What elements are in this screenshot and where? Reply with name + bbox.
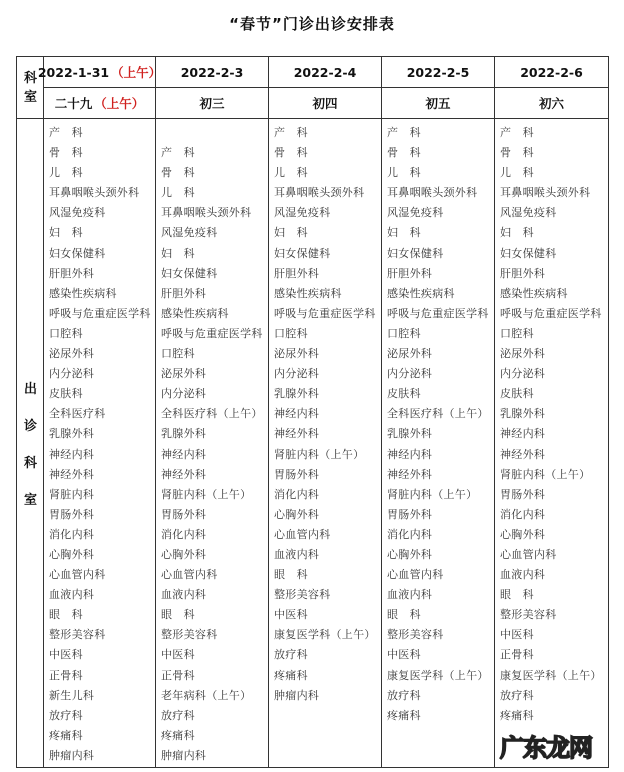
lunar-text: 初四: [312, 96, 338, 111]
department-item: 胃肠外科: [49, 507, 95, 521]
department-item: 神经外科: [274, 427, 320, 441]
department-item: 消化内科: [49, 527, 95, 541]
department-item: 感染性疾病科: [274, 286, 342, 300]
department-item: 疼痛科: [49, 728, 83, 742]
department-item: 神经外科: [161, 467, 207, 481]
page-title: “春节”门诊出诊安排表: [229, 15, 395, 33]
department-item: 血液内科: [500, 568, 546, 582]
row-header-char: 室: [23, 493, 37, 508]
department-item: 全科医疗科: [49, 407, 106, 421]
department-item: 心胸外科: [274, 507, 320, 521]
department-list-2022-2-3: [156, 123, 268, 766]
department-item: 妇女保健科: [500, 246, 557, 260]
department-item: 泌尿外科: [387, 347, 433, 361]
row-header-clinic-departments: [17, 119, 44, 767]
department-item: 全科医疗科（上午）: [161, 407, 263, 421]
department-item: 康复医学科（上午）: [387, 668, 489, 682]
lunar-text: 初三: [199, 96, 225, 111]
department-item: 皮肤科: [49, 387, 83, 401]
department-item: 眼 科: [274, 568, 308, 582]
department-item: 乳腺外科: [274, 387, 320, 401]
department-item: 心胸外科: [387, 547, 433, 561]
department-item: 肾脏内科（上午）: [500, 467, 591, 481]
column-lunar-header: [382, 88, 494, 118]
department-item: 口腔科: [49, 326, 83, 340]
department-item: 肾脏内科: [49, 487, 95, 501]
department-item: 妇 科: [161, 246, 195, 260]
department-item: 口腔科: [387, 326, 421, 340]
department-item: 风湿免疫科: [49, 206, 106, 220]
department-item: 肿瘤内科: [161, 748, 207, 762]
department-item: 中医科: [387, 648, 421, 662]
department-item: 眼 科: [161, 608, 195, 622]
department-list-2022-2-6: [495, 123, 608, 726]
department-item: 风湿免疫科: [274, 206, 331, 220]
department-item: 肿瘤内科: [49, 748, 95, 762]
department-item: 内分泌科: [387, 367, 433, 381]
department-item: 口腔科: [274, 326, 308, 340]
department-item: 中医科: [161, 648, 195, 662]
row-header-char: 出: [23, 382, 37, 397]
department-item: 耳鼻咽喉头颈外科: [387, 186, 478, 200]
department-item: 呼吸与危重症医学科: [387, 306, 489, 320]
department-item: 风湿免疫科: [387, 206, 444, 220]
department-item: 肝胆外科: [387, 266, 433, 280]
department-item: 疼痛科: [500, 708, 534, 722]
department-item: 整形美容科: [49, 628, 106, 642]
department-item: 儿 科: [274, 166, 308, 180]
department-item: 肾脏内科（上午）: [387, 487, 478, 501]
department-item: [161, 123, 268, 143]
department-item: 神经外科: [500, 447, 546, 461]
department-item: 骨 科: [49, 146, 83, 160]
department-item: 肝胆外科: [49, 266, 95, 280]
department-item: 疼痛科: [274, 668, 308, 682]
department-item: 整形美容科: [387, 628, 444, 642]
department-item: 放疗科: [274, 648, 308, 662]
department-item: 妇女保健科: [161, 266, 218, 280]
department-item: 耳鼻咽喉头颈外科: [274, 186, 365, 200]
department-item: 呼吸与危重症医学科: [500, 306, 602, 320]
morning-note: （上午）: [94, 96, 145, 111]
department-item: 心胸外科: [161, 547, 207, 561]
department-item: 胃肠外科: [274, 467, 320, 481]
date-text: 2022-2-4: [293, 64, 357, 80]
department-item: 妇 科: [387, 226, 421, 240]
divider: [17, 118, 608, 119]
department-item: 正骨科: [500, 648, 534, 662]
department-item: 泌尿外科: [49, 347, 95, 361]
department-item: 血液内科: [161, 588, 207, 602]
date-text: 2022-2-5: [406, 64, 470, 80]
lunar-text: 二十九: [54, 96, 93, 111]
department-item: 整形美容科: [274, 588, 331, 602]
department-item: 胃肠外科: [387, 507, 433, 521]
date-text: 2022-2-3: [180, 64, 244, 80]
department-item: 产 科: [49, 126, 83, 139]
department-item: 神经内科: [274, 407, 320, 421]
department-item: 心胸外科: [500, 527, 546, 541]
department-item: 妇女保健科: [387, 246, 444, 260]
department-item: 心胸外科: [49, 547, 95, 561]
department-item: 整形美容科: [161, 628, 218, 642]
department-item: 乳腺外科: [387, 427, 433, 441]
department-item: 心血管内科: [49, 568, 106, 582]
column-lunar-header: [156, 88, 268, 118]
department-item: 风湿免疫科: [500, 206, 557, 220]
department-item: 耳鼻咽喉头颈外科: [161, 206, 252, 220]
department-item: 疼痛科: [161, 728, 195, 742]
watermark-logo: 广东龙网: [500, 734, 592, 762]
department-item: 肝胆外科: [500, 266, 546, 280]
department-item: 儿 科: [161, 186, 195, 200]
department-item: 产 科: [387, 126, 421, 139]
department-item: 耳鼻咽喉头颈外科: [49, 186, 140, 200]
department-item: 口腔科: [161, 347, 195, 361]
department-item: 皮肤科: [387, 387, 421, 401]
department-item: 全科医疗科（上午）: [387, 407, 489, 421]
department-item: 肿瘤内科: [274, 688, 320, 702]
column-date-header: [269, 57, 381, 87]
department-item: 儿 科: [500, 166, 534, 180]
department-item: 呼吸与危重症医学科: [274, 306, 376, 320]
department-item: 消化内科: [500, 507, 546, 521]
department-item: 泌尿外科: [161, 367, 207, 381]
department-item: 放疗科: [161, 708, 195, 722]
date-text: 2022-2-6: [520, 64, 583, 80]
lunar-text: 初五: [425, 96, 451, 111]
column-lunar-header: [495, 88, 608, 118]
department-item: 康复医学科（上午）: [500, 668, 602, 682]
department-item: 疼痛科: [387, 708, 421, 722]
department-item: 儿 科: [387, 166, 421, 180]
department-item: 儿 科: [49, 166, 83, 180]
department-item: 中医科: [500, 628, 534, 642]
department-item: 消化内科: [274, 487, 320, 501]
department-item: 妇 科: [49, 226, 83, 240]
department-item: 康复医学科（上午）: [274, 628, 376, 642]
department-item: 神经外科: [49, 467, 95, 481]
row-header-char: 科: [23, 456, 37, 471]
department-item: 胃肠外科: [500, 487, 546, 501]
department-item: 感染性疾病科: [387, 286, 455, 300]
department-item: 血液内科: [274, 547, 320, 561]
department-item: 神经内科: [500, 427, 546, 441]
department-item: 神经内科: [49, 447, 95, 461]
department-item: 心血管内科: [161, 568, 218, 582]
department-item: 消化内科: [387, 527, 433, 541]
department-item: 呼吸与危重症医学科: [161, 326, 263, 340]
department-item: 骨 科: [274, 146, 308, 160]
department-item: 胃肠外科: [161, 507, 207, 521]
department-item: 感染性疾病科: [161, 306, 229, 320]
column-lunar-header: [44, 88, 155, 118]
date-text: 2022-1-31: [37, 64, 110, 80]
department-item: 泌尿外科: [274, 347, 320, 361]
department-item: 产 科: [500, 126, 534, 139]
department-item: 肝胆外科: [161, 286, 207, 300]
department-item: 产 科: [274, 126, 308, 139]
column-lunar-header: [269, 88, 381, 118]
department-item: 正骨科: [49, 668, 83, 682]
department-item: 内分泌科: [500, 367, 546, 381]
department-item: 心血管内科: [387, 568, 444, 582]
department-list-2022-1-31: [44, 123, 155, 766]
schedule-table: [16, 56, 609, 768]
department-item: 肝胆外科: [274, 266, 320, 280]
department-item: 放疗科: [49, 708, 83, 722]
department-item: 整形美容科: [500, 608, 557, 622]
department-item: 泌尿外科: [500, 347, 546, 361]
department-item: 感染性疾病科: [49, 286, 117, 300]
department-item: 消化内科: [161, 527, 207, 541]
department-item: 中医科: [274, 608, 308, 622]
department-item: 妇女保健科: [274, 246, 331, 260]
department-item: 血液内科: [387, 588, 433, 602]
department-item: 正骨科: [161, 668, 195, 682]
department-item: 风湿免疫科: [161, 226, 218, 240]
department-item: 血液内科: [49, 588, 95, 602]
department-item: 肾脏内科（上午）: [161, 487, 252, 501]
department-list-2022-2-4: [269, 123, 381, 706]
morning-note: （上午）: [111, 65, 162, 80]
department-item: 妇女保健科: [49, 246, 106, 260]
department-item: 呼吸与危重症医学科: [49, 306, 151, 320]
row-header-char: 室: [23, 90, 37, 105]
department-item: 骨 科: [387, 146, 421, 160]
column-date-header: [495, 57, 608, 87]
department-list-2022-2-5: [382, 123, 494, 726]
column-date-header: [37, 57, 162, 87]
department-item: 皮肤科: [500, 387, 534, 401]
department-item: 口腔科: [500, 326, 534, 340]
department-item: 新生儿科: [49, 688, 95, 702]
column-date-header: [156, 57, 268, 87]
department-item: 产 科: [161, 146, 195, 160]
department-item: 神经外科: [387, 467, 433, 481]
department-item: 感染性疾病科: [500, 286, 568, 300]
department-item: 放疗科: [387, 688, 421, 702]
department-item: 内分泌科: [274, 367, 320, 381]
department-item: 妇 科: [500, 226, 534, 240]
department-item: 老年病科（上午）: [161, 688, 252, 702]
department-item: 骨 科: [500, 146, 534, 160]
department-item: 放疗科: [500, 688, 534, 702]
department-item: 神经内科: [161, 447, 207, 461]
department-item: 骨 科: [161, 166, 195, 180]
column-date-header: [382, 57, 494, 87]
department-item: 乳腺外科: [49, 427, 95, 441]
department-item: 心血管内科: [500, 547, 557, 561]
department-item: 妇 科: [274, 226, 308, 240]
department-item: 内分泌科: [49, 367, 95, 381]
department-item: 乳腺外科: [161, 427, 207, 441]
department-item: 肾脏内科（上午）: [274, 447, 365, 461]
department-item: 耳鼻咽喉头颈外科: [500, 186, 591, 200]
row-header-char: 诊: [23, 419, 37, 434]
department-item: 眼 科: [49, 608, 83, 622]
department-item: 眼 科: [387, 608, 421, 622]
row-header-char: 科: [23, 71, 37, 86]
department-item: 眼 科: [500, 588, 534, 602]
department-item: 乳腺外科: [500, 407, 546, 421]
department-item: 中医科: [49, 648, 83, 662]
department-item: 心血管内科: [274, 527, 331, 541]
department-item: 神经内科: [387, 447, 433, 461]
lunar-text: 初六: [538, 96, 564, 111]
department-item: 内分泌科: [161, 387, 207, 401]
